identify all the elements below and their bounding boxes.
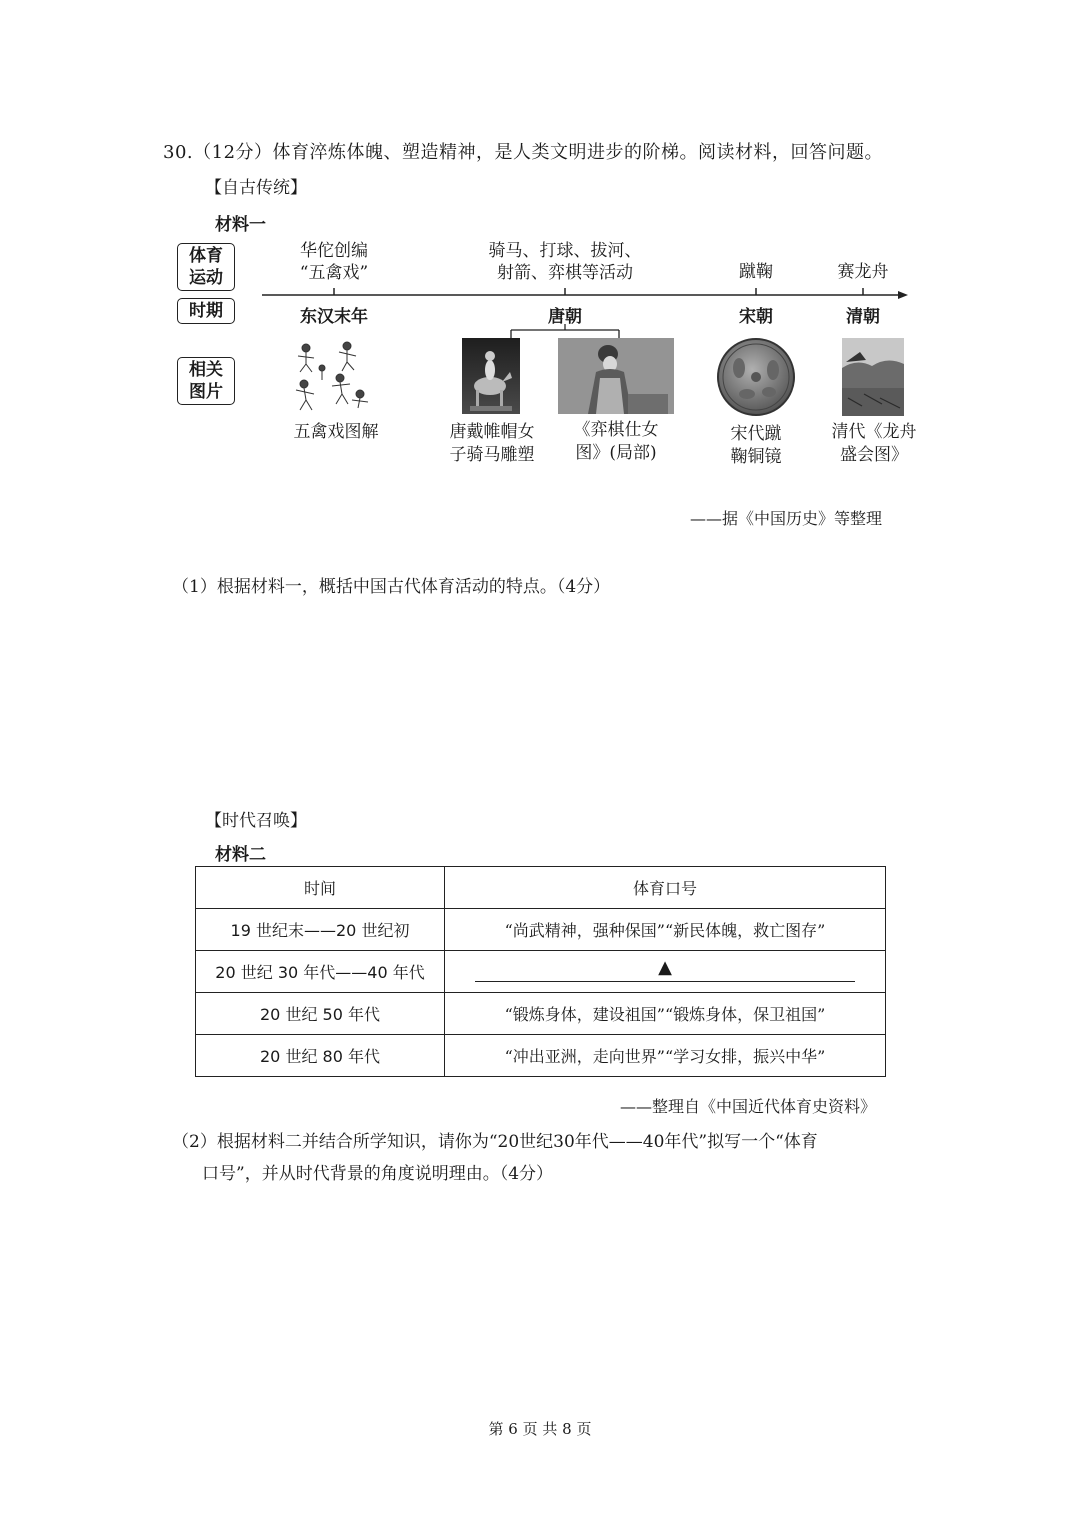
timeline-axis: [260, 288, 910, 302]
dragon-boat-painting-image: [842, 338, 904, 416]
row-slogan: “锻炼身体，建设祖国”“锻炼身体，保卫祖国”: [445, 993, 886, 1035]
caption-horse-rider-line1: 唐戴帷帽女: [449, 422, 535, 442]
row-label-sports-line2: 运动: [189, 268, 223, 288]
caption-weiqi-lady-line2: 图》(局部): [575, 443, 657, 463]
row-time: 20 世纪 80 年代: [196, 1035, 445, 1077]
header-time: 时间: [196, 867, 445, 909]
activity-tang: [470, 240, 660, 284]
table-header-row: [196, 867, 886, 909]
slogan-table: [195, 866, 886, 1077]
header-slogan: 体育口号: [445, 867, 886, 909]
weiqi-lady-painting-image: [558, 338, 674, 414]
question-2-line1: （2）根据材料二并结合所学知识，请你为“20世纪30年代——40年代”拟写一个“体育: [172, 1132, 818, 1152]
page-number: 第 6 页 共 8 页: [488, 1420, 592, 1438]
row-slogan-blank: [445, 951, 886, 993]
horse-rider-sculpture-image: [462, 338, 520, 414]
activity-qing: 赛龙舟: [837, 262, 889, 282]
row-label-sports: [177, 243, 235, 291]
wuqinxi-illustration: [292, 338, 374, 414]
era-song: 宋朝: [739, 307, 773, 327]
caption-dragon-boat-line2: 盛会图》: [840, 445, 908, 465]
question-1: （1）根据材料一，概括中国古代体育活动的特点。（4分）: [172, 577, 611, 597]
activity-tang-line2: 射箭、弈棋等活动: [497, 263, 633, 283]
caption-horse-rider: [434, 421, 550, 467]
caption-weiqi-lady-line1: 《弈棋仕女: [573, 420, 659, 440]
row-label-pictures-line1: 相关: [189, 360, 223, 380]
triangle-placeholder: ▲: [658, 957, 672, 978]
era-han: 东汉末年: [300, 307, 368, 327]
row-label-pictures: [177, 357, 235, 405]
row-time: 20 世纪 30 年代——40 年代: [196, 951, 445, 993]
table-row: [196, 993, 886, 1035]
activity-han-line1: 华佗创编: [300, 241, 368, 261]
material-one-label: 材料一: [215, 215, 266, 235]
caption-horse-rider-line2: 子骑马雕塑: [449, 445, 535, 465]
question-title: 30.（12分）体育淬炼体魄、塑造精神，是人类文明进步的阶梯。阅读材料，回答问题。: [163, 142, 884, 163]
row-slogan: “尚武精神，强种保国”“新民体魄，救亡图存”: [445, 909, 886, 951]
era-tang: 唐朝: [548, 307, 582, 327]
table-row: [196, 951, 886, 993]
row-label-period-text: 时期: [189, 301, 223, 321]
section-heading-tradition: 【自古传统】: [205, 178, 307, 198]
cuju-bronze-mirror-image: [713, 338, 799, 416]
caption-wuqinxi: 五禽戏图解: [293, 422, 379, 442]
row-time: 20 世纪 50 年代: [196, 993, 445, 1035]
row-time: 19 世纪末——20 世纪初: [196, 909, 445, 951]
caption-bronze-mirror-line2: 鞠铜镜: [730, 447, 782, 467]
answer-blank-line: [475, 981, 855, 982]
era-qing: 清朝: [846, 307, 880, 327]
row-label-period: [177, 298, 235, 324]
activity-song: 蹴鞠: [739, 262, 773, 282]
question-2-line2: 口号”，并从时代背景的角度说明理由。（4分）: [202, 1164, 554, 1184]
caption-bronze-mirror: [716, 423, 796, 469]
caption-bronze-mirror-line1: 宋代蹴: [730, 424, 782, 444]
activity-han-line2: “五禽戏”: [299, 263, 369, 283]
caption-dragon-boat-line1: 清代《龙舟: [831, 422, 917, 442]
caption-weiqi-lady: [558, 419, 674, 465]
material-two-label: 材料二: [215, 845, 266, 865]
table-row: [196, 909, 886, 951]
section-heading-era-call: 【时代召唤】: [205, 811, 307, 831]
caption-dragon-boat: [814, 421, 934, 467]
question-2: [172, 1126, 818, 1190]
table-row: [196, 1035, 886, 1077]
activity-tang-line1: 骑马、打球、拔河、: [488, 241, 642, 261]
row-label-pictures-line2: 图片: [189, 382, 223, 402]
activity-han: [284, 240, 384, 284]
material-two-source: ——整理自《中国近代体育史资料》: [620, 1097, 877, 1116]
row-label-sports-line1: 体育: [189, 246, 223, 266]
row-slogan: “冲出亚洲，走向世界”“学习女排，振兴中华”: [445, 1035, 886, 1077]
material-one-source: ——据《中国历史》等整理: [690, 509, 883, 528]
